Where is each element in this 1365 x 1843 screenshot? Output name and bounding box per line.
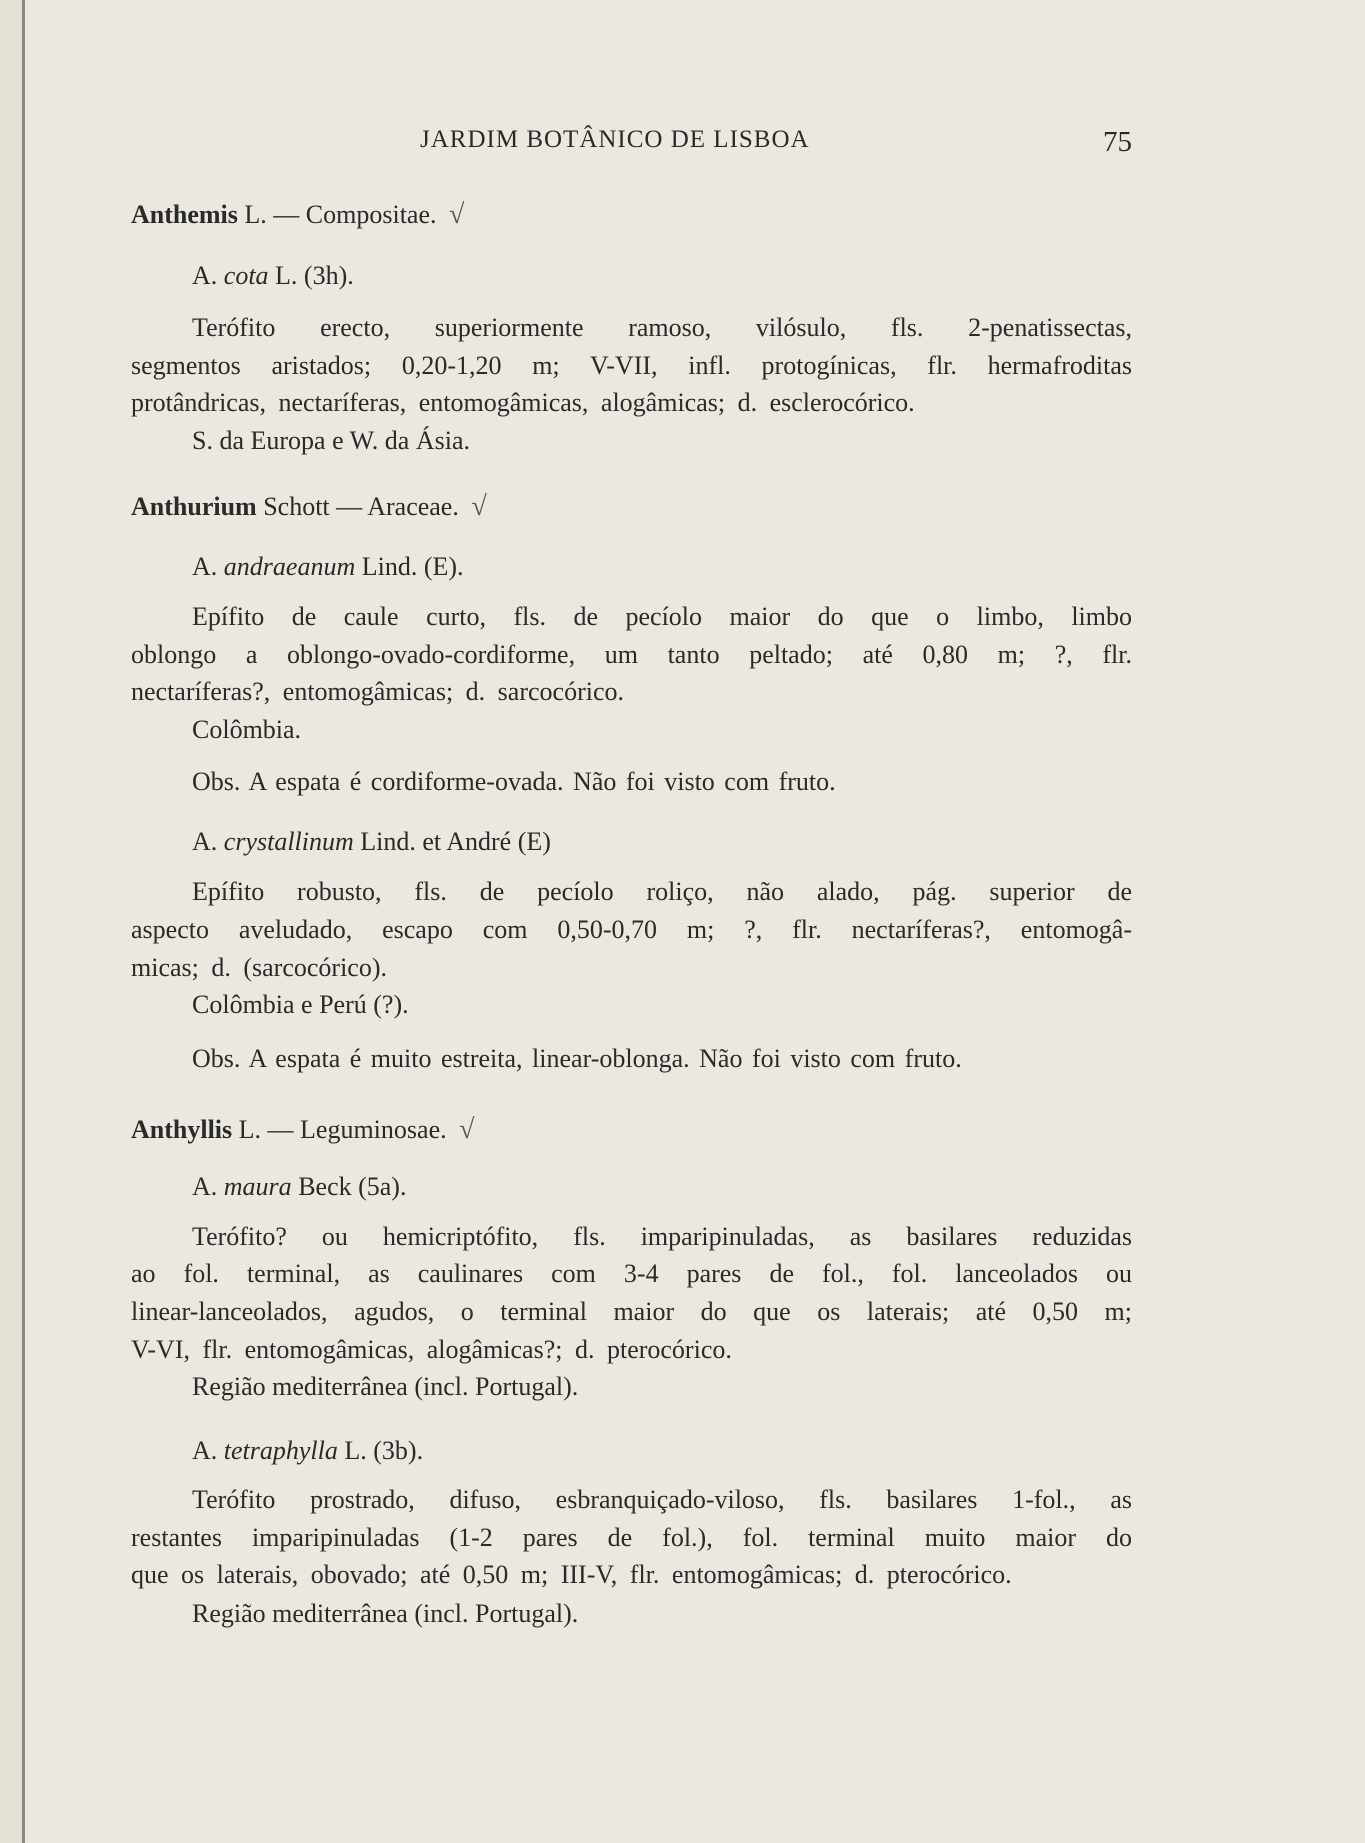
observation-note: Obs. A espata é cordiforme-ovada. Não foi visto com fruto.	[192, 767, 836, 796]
species-genus-abbrev: A.	[192, 1436, 218, 1465]
species-epithet: tetraphylla	[223, 1436, 338, 1465]
genus-name: Anthurium	[131, 492, 257, 521]
species-genus-abbrev: A.	[192, 827, 218, 856]
distribution: Colômbia.	[192, 715, 302, 744]
description-line: que os laterais, obovado; até 0,50 m; III-V, flr. entomogâmicas; d. pterocórico.	[131, 1560, 1012, 1589]
species-heading	[192, 261, 354, 291]
description-line: Terófito erecto, superiormente ramoso, vilósulo, fls. 2-penatissectas,	[192, 313, 1132, 342]
page-edge	[22, 0, 25, 1843]
checkmark-icon: √	[471, 491, 487, 522]
species-authority: L. (3b).	[344, 1436, 424, 1465]
genus-family: Schott — Araceae.	[263, 492, 459, 521]
species-authority: L. (3h).	[275, 261, 354, 290]
description-line: nectaríferas?, entomogâmicas; d. sarcocórico.	[131, 677, 624, 706]
species-genus-abbrev: A.	[192, 1172, 218, 1201]
page-gutter	[0, 0, 22, 1843]
description-line: linear-lanceolados, agudos, o terminal maior do que os laterais; até 0,50 m;	[131, 1297, 1132, 1326]
species-heading	[192, 1172, 406, 1202]
genus-heading	[131, 1115, 474, 1145]
species-authority: Beck (5a).	[298, 1172, 407, 1201]
species-authority: Lind. (E).	[361, 552, 464, 581]
description-line: protândricas, nectaríferas, entomogâmicas, alogâmicas; d. esclerocórico.	[131, 388, 915, 417]
species-genus-abbrev: A.	[192, 552, 218, 581]
genus-family: L. — Compositae.	[244, 200, 437, 229]
species-epithet: crystallinum	[223, 827, 354, 856]
checkmark-icon: √	[459, 1114, 475, 1145]
species-heading	[192, 827, 551, 857]
species-genus-abbrev: A.	[192, 261, 218, 290]
species-epithet: cota	[223, 261, 269, 290]
genus-heading	[131, 200, 464, 230]
genus-name: Anthyllis	[131, 1115, 233, 1144]
species-heading	[192, 552, 464, 582]
description-line: restantes imparipinuladas (1-2 pares de fol.), fol. terminal muito maior do	[131, 1523, 1132, 1552]
description-line: ao fol. terminal, as caulinares com 3-4 pares de fol., fol. lanceolados ou	[131, 1259, 1132, 1288]
species-epithet: andraeanum	[223, 552, 356, 581]
species-heading	[192, 1436, 423, 1466]
species-epithet: maura	[223, 1172, 292, 1201]
description-line: segmentos aristados; 0,20-1,20 m; V-VII, infl. protogínicas, flr. hermafroditas	[131, 351, 1132, 380]
genus-heading	[131, 492, 487, 522]
description-line: V-VI, flr. entomogâmicas, alogâmicas?; d. pterocórico.	[131, 1335, 732, 1364]
running-header: JARDIM BOTÂNICO DE LISBOA	[420, 126, 810, 153]
description-line: Epífito de caule curto, fls. de pecíolo maior do que o limbo, limbo	[192, 602, 1132, 631]
description-line: Terófito? ou hemicriptófito, fls. imparipinuladas, as basilares reduzidas	[192, 1222, 1132, 1251]
description-line: oblongo a oblongo-ovado-cordiforme, um tanto peltado; até 0,80 m; ?, flr.	[131, 640, 1132, 669]
checkmark-icon: √	[449, 199, 465, 230]
distribution: Região mediterrânea (incl. Portugal).	[192, 1372, 579, 1401]
species-authority: Lind. et André (E)	[360, 827, 551, 856]
page-number: 75	[1103, 126, 1132, 158]
distribution: Região mediterrânea (incl. Portugal).	[192, 1599, 579, 1628]
description-line: micas; d. (sarcocórico).	[131, 953, 388, 982]
description-line: Epífito robusto, fls. de pecíolo roliço, não alado, pág. superior de	[192, 877, 1132, 906]
description-line: aspecto aveludado, escapo com 0,50-0,70 m; ?, flr. nectaríferas?, entomogâ-	[131, 915, 1132, 944]
genus-name: Anthemis	[131, 200, 238, 229]
genus-family: L. — Leguminosae.	[238, 1115, 447, 1144]
observation-note: Obs. A espata é muito estreita, linear-oblonga. Não foi visto com fruto.	[192, 1044, 962, 1073]
distribution: S. da Europa e W. da Ásia.	[192, 426, 471, 455]
description-line: Terófito prostrado, difuso, esbranquiçado-viloso, fls. basilares 1-fol., as	[192, 1485, 1132, 1514]
distribution: Colômbia e Perú (?).	[192, 990, 409, 1019]
